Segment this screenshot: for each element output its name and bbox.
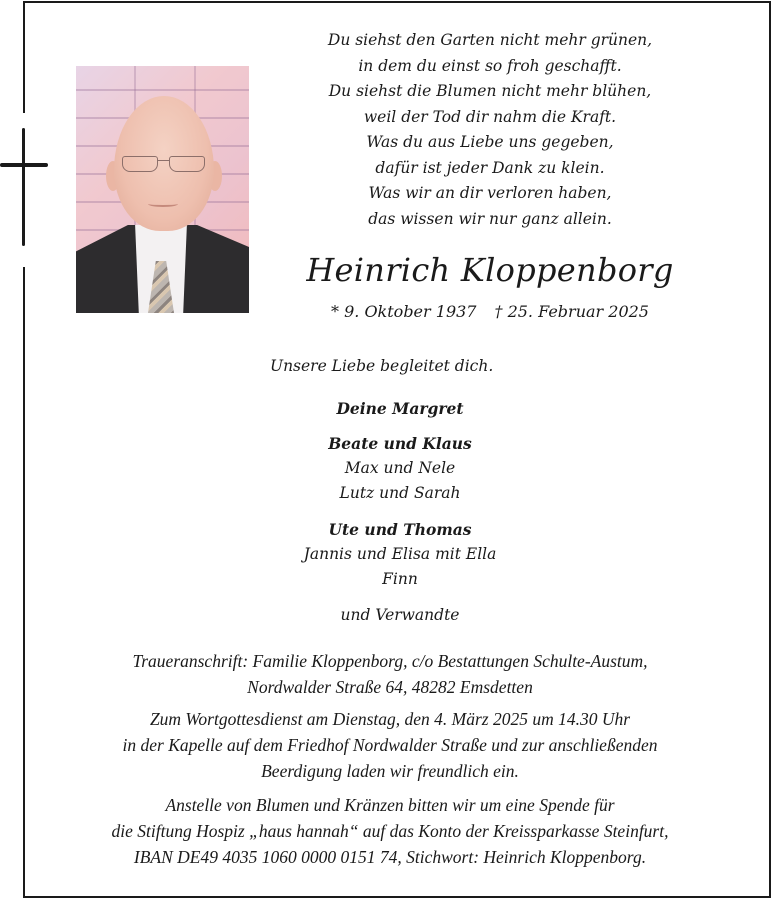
- cross-horizontal-bar: [0, 163, 48, 167]
- cross-vertical-bar: [22, 128, 25, 246]
- mourning-address-line: Traueranschrift: Familie Kloppenborg, c/o Bestattungen Schulte-Austum,: [132, 651, 648, 671]
- family-group-head: Beate und Klaus: [328, 434, 472, 453]
- mourning-address-line: Nordwalder Straße 64, 48282 Emsdetten: [247, 677, 533, 697]
- mouth: [148, 201, 178, 207]
- frame-border-top: [23, 1, 771, 3]
- poem-line: Du siehst den Garten nicht mehr grünen,: [327, 31, 653, 49]
- intro-text: Unsere Liebe begleitet dich.: [270, 357, 494, 375]
- poem-line: das wissen wir nur ganz allein.: [368, 209, 612, 228]
- service-info-line: Zum Wortgottesdienst am Dienstag, den 4. März 2025 um 14.30 Uhr: [149, 709, 631, 729]
- frame-border-left-upper: [23, 1, 25, 113]
- family-group: [250, 431, 550, 506]
- family-member: Lutz und Sarah: [339, 484, 461, 502]
- donation-info: [30, 792, 750, 870]
- service-info-line: in der Kapelle auf dem Friedhof Nordwalder Straße und zur anschließenden: [122, 735, 658, 755]
- deceased-name: Heinrich Kloppenborg: [306, 251, 674, 289]
- family-relatives: [250, 603, 550, 628]
- frame-border-right: [769, 1, 771, 898]
- donation-info-line: Anstelle von Blumen und Kränzen bitten wir um eine Spende für: [165, 795, 615, 815]
- mourning-address: [30, 648, 750, 700]
- glasses-lens-left: [122, 156, 158, 172]
- glasses: [122, 156, 206, 172]
- frame-border-left-lower: [23, 267, 25, 898]
- service-info-line: Beerdigung laden wir freundlich ein.: [261, 761, 519, 781]
- donation-info-line: IBAN DE49 4035 1060 0000 0151 74, Stichwort: Heinrich Kloppenborg.: [133, 847, 647, 867]
- poem: [290, 28, 690, 232]
- family-group-head: Ute und Thomas: [328, 520, 472, 539]
- family-member: Max und Nele: [344, 459, 456, 477]
- life-dates: [290, 301, 690, 323]
- family-member: Finn: [382, 570, 418, 588]
- poem-line: Was wir an dir verloren haben,: [368, 184, 612, 202]
- glasses-lens-right: [169, 156, 205, 172]
- death-date: † 25. Februar 2025: [494, 302, 649, 321]
- frame-border-bottom: [23, 896, 771, 898]
- poem-line: Du siehst die Blumen nicht mehr blühen,: [328, 82, 652, 100]
- donation-info-line: die Stiftung Hospiz „haus hannah“ auf das Konto der Kreissparkasse Steinfurt,: [111, 821, 669, 841]
- service-info: [30, 706, 750, 784]
- poem-line: in dem du einst so froh geschafft.: [358, 56, 622, 75]
- cross-icon: [0, 125, 50, 250]
- family-member: Jannis und Elisa mit Ella: [303, 545, 497, 563]
- family-spouse: [250, 396, 550, 421]
- relatives-text: und Verwandte: [340, 606, 460, 624]
- portrait-photo: [76, 66, 249, 313]
- family-group: [250, 517, 550, 592]
- glasses-bridge: [158, 160, 169, 161]
- poem-line: weil der Tod dir nahm die Kraft.: [363, 107, 617, 126]
- poem-line: dafür ist jeder Dank zu klein.: [375, 158, 605, 177]
- birth-date: * 9. Oktober 1937: [331, 302, 477, 321]
- spouse-name: Deine Margret: [336, 399, 464, 418]
- poem-line: Was du aus Liebe uns gegeben,: [366, 133, 614, 151]
